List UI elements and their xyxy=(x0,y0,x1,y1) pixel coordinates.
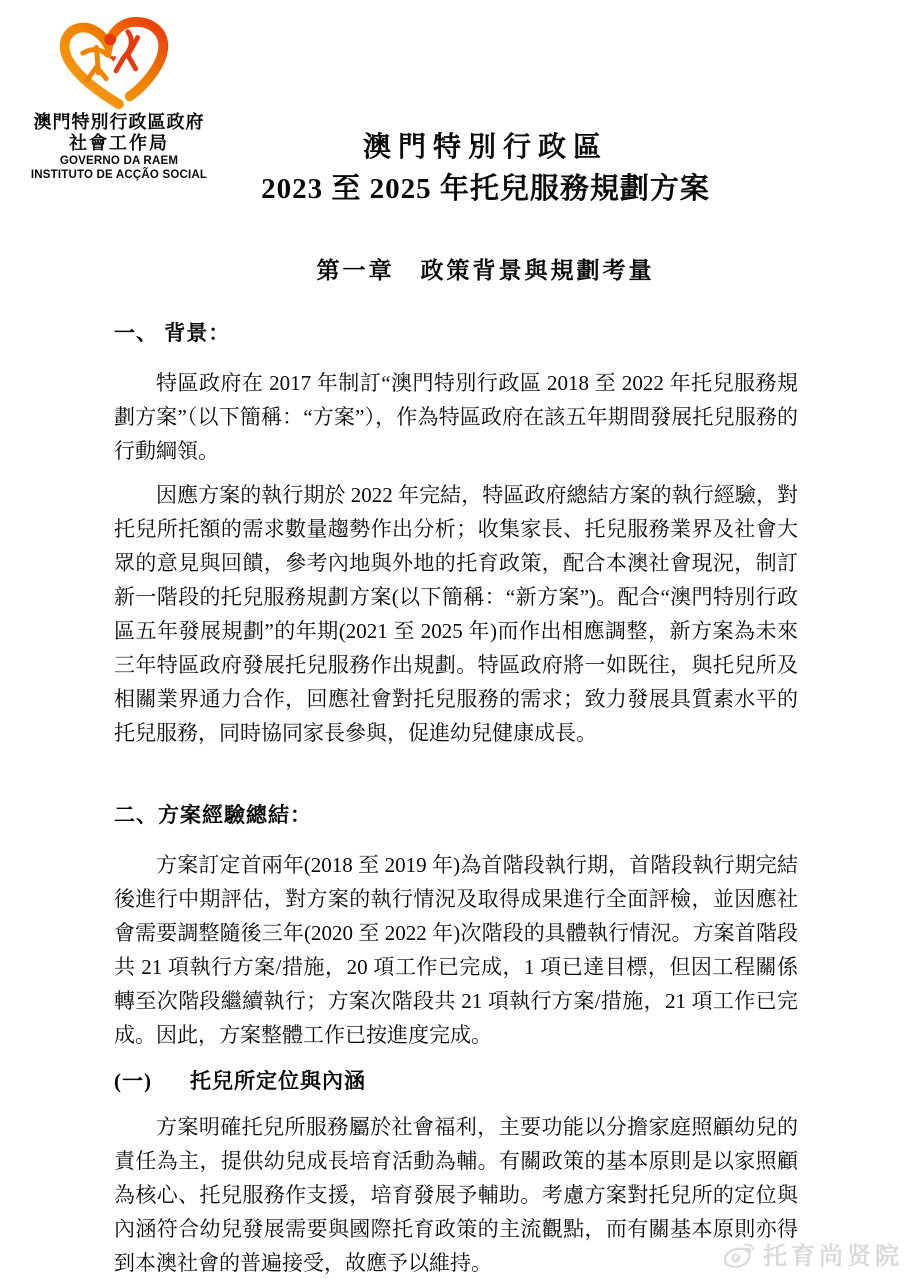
weibo-icon xyxy=(723,1239,757,1269)
title-block xyxy=(60,128,911,285)
svg-text:♥: ♥ xyxy=(110,53,117,65)
document-body xyxy=(114,316,798,1279)
heart-figures-logo-icon xyxy=(44,14,194,110)
document-title-line1: 澳門特別行政區 xyxy=(362,132,608,163)
org-name-zh-line1: 澳門特別行政區政府 xyxy=(33,112,205,132)
section-1-paragraph-2: 因應方案的執行期於 2022 年完結，特區政府總結方案的執行經驗，對托兒所托額的需求數量趨勢作出分析；收集家長、托兒服務業界及社會大眾的意見與回饋，參考內地與外地的托育政策，配合本澳社會現況，制訂新一階段的托兒服務規劃方案(以下簡稱：“新方案”)。配合“澳門特別行政區五年發展規劃”的年期(2021 至 2025 年)而作出相應調整，新方案為未來三年特區政府發展托兒服務作出規劃。特區政府將一如既往，與托兒所及相關業界通力合作，回應社會對托兒服務的需求；致力發展具質素水平的托兒服務，同時協同家長參與，促進幼兒健康成長。 xyxy=(114,483,798,745)
subsection-1-heading xyxy=(114,1064,798,1098)
org-name-pt-line1: GOVERNO DA RAEM xyxy=(59,155,179,167)
section-2-heading: 二、方案經驗總結： xyxy=(114,803,312,827)
org-name-zh-line2: 社會工作局 xyxy=(69,133,169,153)
watermark-text: 托育尚贤院 xyxy=(763,1243,903,1270)
subsection-1-paragraph-1: 方案明確托兒所服務屬於社會福利，主要功能以分擔家庭照顧幼兒的責任為主，提供幼兒成長培育活動為輔。有關政策的基本原則是以家照顧為核心、托兒服務作支援，培育發展予輔助。考慮方案對托兒所的定位與內涵符合幼兒發展需要與國際托育政策的主流觀點，而有關基本原則亦得到本澳社會的普遍接受，故應予以維持。 xyxy=(114,1115,798,1275)
section-2-paragraph-1: 方案訂定首兩年(2018 至 2019 年)為首階段執行期，首階段執行期完結後進行中期評估，對方案的執行情況及取得成果進行全面評檢，並因應社會需要調整隨後三年(2020 至 2022 年)次階段的具體執行情況。方案首階段共 21 項執行方案/措施，20 項工作已完成，1 項已達目標，但因工程關係轉至次階段繼續執行；方案次階段共 21 項執行方案/措施，21 項工作已完成。因此，方案整體工作已按進度完成。 xyxy=(114,853,798,1047)
chapter-heading: 第一章 政策背景與規劃考量 xyxy=(316,258,655,283)
subsection-1-title: 托兒所定位與內涵 xyxy=(190,1069,366,1093)
document-title-line2: 2023 至 2025 年托兒服務規劃方案 xyxy=(261,173,710,205)
section-1-paragraph-1: 特區政府在 2017 年制訂“澳門特別行政區 2018 至 2022 年托兒服務規劃方案”（以下簡稱：“方案”），作為特區政府在該五年期間發展托兒服務的行動綱領。 xyxy=(114,371,798,463)
subsection-1-number: (一) xyxy=(114,1069,152,1093)
org-name-pt-line2: INSTITUTO DE ACÇÃO SOCIAL xyxy=(30,169,208,181)
watermark xyxy=(723,1236,903,1271)
section-1-heading: 一、 背景： xyxy=(114,321,231,345)
